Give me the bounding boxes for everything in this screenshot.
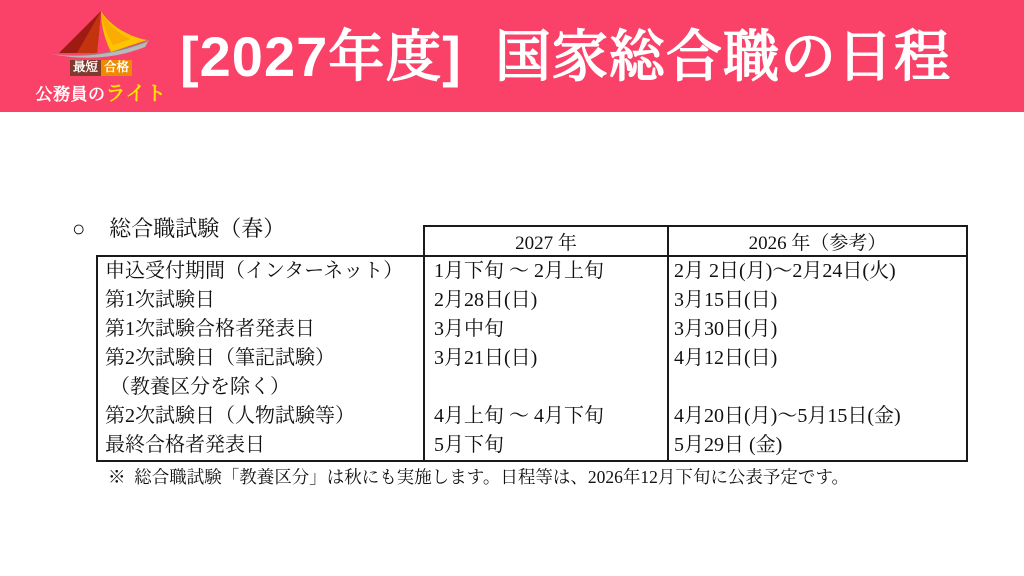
table-row [98,257,966,286]
table-row [98,344,966,373]
page-title: [2027年度] 国家総合職の日程 [180,25,951,88]
cell-2026: 2月 2日(月)～2月24日(火) [667,257,966,286]
footnote: ※ 総合職試験「教養区分」は秋にも実施します。日程等は、2026年12月下旬に公表予定です。 [108,467,849,487]
cell-2026 [667,373,966,402]
brand-accent: ライト [105,83,167,105]
section-label: 総合職試験（春） [109,216,286,241]
mountain-logo-icon [47,8,155,60]
row-label: 第1次試験日 [105,289,215,311]
row-label: （教養区分を除く） [105,376,290,398]
circle-marker: ○ [72,216,86,241]
badge-goukaku: 合格 [101,60,132,76]
brand-name [26,77,176,106]
cell-2027: 4月上旬 ～ 4月下旬 [423,402,667,431]
cell-2026: 3月15日(日) [667,286,966,315]
row-label: 第2次試験日（筆記試験） [105,347,335,369]
cell-2027: 5月下旬 [423,431,667,460]
table-row [98,373,966,402]
schedule-table [96,255,968,462]
brand-prefix: 公務員の [35,85,106,104]
cell-2026: 4月20日(月)～5月15日(金) [667,402,966,431]
cell-2027 [423,373,667,402]
logo-badges [26,58,176,76]
row-label: 第1次試験合格者発表日 [105,318,315,340]
table-row [98,315,966,344]
header-band [0,0,1024,112]
table-row [98,431,966,460]
cell-2026: 3月30日(月) [667,315,966,344]
cell-2026: 4月12日(日) [667,344,966,373]
cell-2027: 2月28日(日) [423,286,667,315]
col-header-2027: 2027 年 [515,232,577,254]
table-row [98,402,966,431]
cell-2026: 5月29日 (金) [667,431,966,460]
row-label: 第2次試験日（人物試験等） [105,405,355,427]
cell-2027: 3月21日(日) [423,344,667,373]
row-label: 申込受付期間（インターネット） [105,260,404,282]
row-label: 最終合格者発表日 [105,434,265,456]
table-header [423,225,968,255]
cell-2027: 1月下旬 ～ 2月上旬 [423,257,667,286]
brand-logo [26,6,176,108]
col-header-2026: 2026 年（参考） [667,227,966,255]
table-row [98,286,966,315]
cell-2027: 3月中旬 [423,315,667,344]
badge-saitan: 最短 [70,60,101,76]
